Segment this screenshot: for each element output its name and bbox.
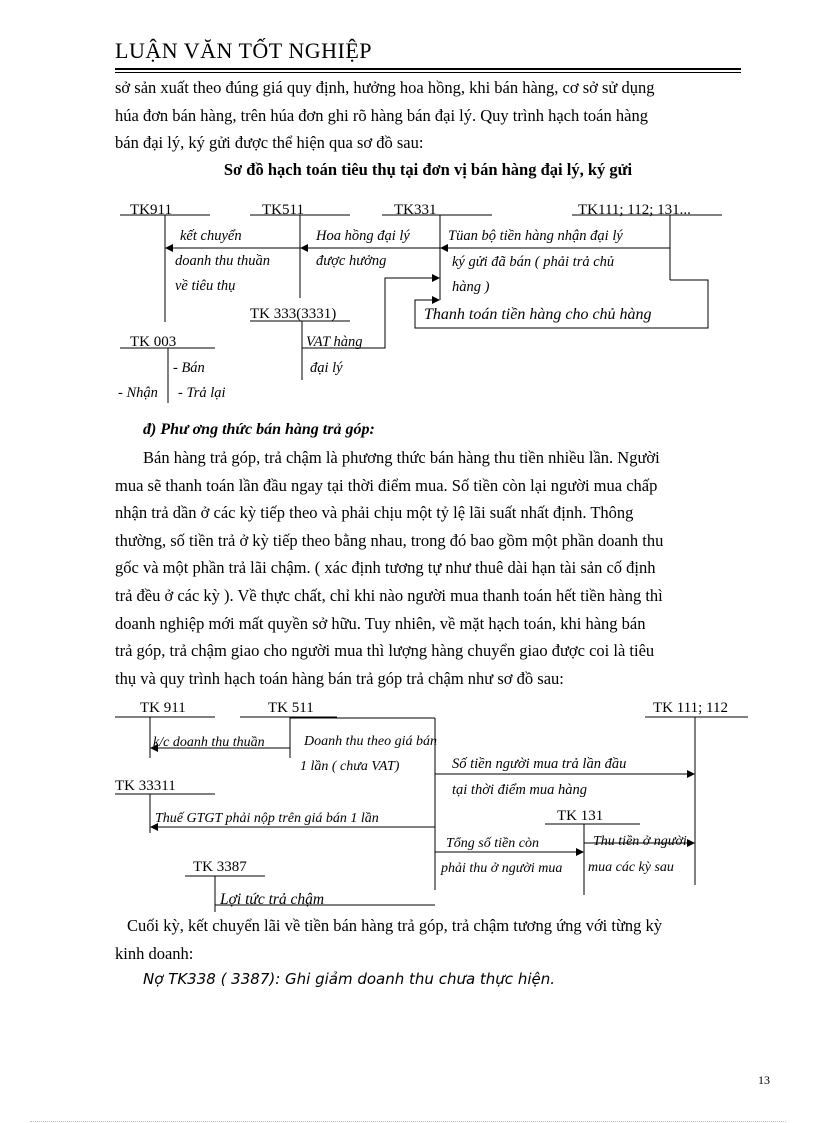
- text-line: trả đều ở các kỳ ). Về thực chất, chỉ khi nào người mua thanh toán hết tiền hàng thì: [115, 585, 663, 605]
- account-tk911: TK 911: [140, 700, 186, 716]
- label-toan-bo: ký gửi đã bán ( phải trả chủ: [452, 254, 615, 270]
- label-doanh-thu: Doanh thu theo giá bán: [304, 734, 437, 749]
- text-line: nhận trả dần ở các kỳ tiếp theo và phải chịu một tỷ lệ lãi suất nhất định. Thông: [115, 503, 634, 523]
- label-kc: k/c doanh thu thuần: [153, 735, 265, 750]
- text-line: thụ và quy trình hạch toán hàng bán trả góp trả chậm như sơ đồ sau:: [115, 668, 564, 688]
- account-tk111: TK111; 112; 131...: [578, 202, 691, 218]
- label-hoa-hong: được hưởng: [316, 253, 387, 269]
- label-so-tien: tại thời điểm mua hàng: [452, 782, 588, 798]
- page-header-title: LUẬN VĂN TỐT NGHIỆP: [115, 38, 372, 63]
- label-tra-lai: - Trả lại: [178, 385, 226, 401]
- label-doanh-thu: 1 lần ( chưa VAT): [300, 759, 400, 774]
- label-tong-so: phải thu ở người mua: [441, 861, 563, 876]
- text-line: Bán hàng trả góp, trả chậm là phương thức bán hàng thu tiền nhiều lần. Người: [143, 448, 660, 467]
- section-heading-d: đ) Phư ơng thức bán hàng trả góp:: [143, 421, 375, 438]
- text-line: Cuối kỳ, kết chuyển lãi về tiền bán hàng trả góp, trả chậm tương ứng với từng kỳ: [127, 916, 663, 935]
- account-tk003: TK 003: [130, 334, 177, 350]
- text-line: sở sản xuất theo đúng giá quy định, hưởng hoa hồng, khi bán hàng, cơ sở sử dụng: [115, 78, 655, 97]
- text-line: doanh nghiệp mới mất quyền sở hữu. Tuy nhiên, về mặt hạch toán, khi hàng bán: [115, 613, 646, 633]
- text-line: trả góp, trả chậm giao cho người mua thì lượng hàng chuyển giao được coi là tiêu: [115, 641, 655, 661]
- label-toan-bo: Tüan bộ tiền hàng nhận đại lý: [448, 228, 623, 244]
- text-line: mua sẽ thanh toán lần đầu ngay tại thời điểm mua. Số tiền còn lại người mua chấp: [115, 475, 658, 495]
- installment-paragraph: [115, 444, 743, 692]
- footer-dotted-line: [30, 1121, 786, 1122]
- text-line: bán đại lý, ký gửi được thể hiện qua sơ đồ sau:: [115, 133, 424, 153]
- label-vat: VAT hàng: [306, 334, 363, 350]
- text-line: húa đơn bán hàng, trên húa đơn ghi rõ hàng bán đại lý. Quy trình hạch toán hàng: [115, 105, 648, 125]
- label-thu-tien: mua các kỳ sau: [588, 860, 674, 875]
- account-tk331: TK331: [394, 202, 437, 218]
- label-vat: đại lý: [310, 360, 343, 376]
- label-nhan: - Nhận: [118, 385, 158, 401]
- account-tk511: TK511: [262, 202, 304, 218]
- account-tk33311: TK 33311: [115, 778, 176, 794]
- label-ket-chuyen: doanh thu thuần: [175, 253, 271, 269]
- account-tk131: TK 131: [557, 808, 604, 824]
- label-ket-chuyen: kết chuyển: [180, 228, 242, 244]
- account-tk111: TK 111; 112: [653, 700, 728, 716]
- label-ket-chuyen: về tiêu thụ: [175, 278, 236, 294]
- label-thue: Thuế GTGT phải nộp trên giá bán 1 lần: [155, 811, 379, 826]
- label-tong-so: Tổng số tiền còn: [446, 836, 539, 851]
- text-line: kinh doanh:: [115, 943, 194, 963]
- diagram1-title: Sơ đồ hạch toán tiêu thụ tại đơn vị bán hàng đại lý, ký gửi: [223, 160, 633, 179]
- label-thu-tien: Thu tiền ở người: [593, 834, 687, 849]
- label-loi-tuc: Lợi tức trả chậm: [220, 891, 325, 908]
- account-tk511: TK 511: [268, 700, 314, 716]
- label-hoa-hong: Hoa hồng đại lý: [316, 228, 410, 244]
- label-so-tien: Số tiền người mua trả lần đầu: [452, 756, 627, 772]
- diagram-agency-sales: [0, 0, 816, 420]
- account-tk3387: TK 3387: [193, 859, 247, 875]
- page-number: 13: [758, 1073, 770, 1087]
- journal-entry: Nợ TK338 ( 3387): Ghi giảm doanh thu chưa thực hiện.: [143, 970, 556, 988]
- account-tk333: TK 333(3331): [250, 306, 337, 322]
- text-line: thường, số tiền trả ở kỳ tiếp theo bằng nhau, trong đó bao gồm một phần doanh thu: [115, 530, 664, 550]
- account-tk911: TK911: [130, 202, 172, 218]
- label-ban: - Bán: [173, 360, 205, 376]
- label-thanh-toan: Thanh toán tiền hàng cho chủ hàng: [424, 306, 652, 323]
- label-toan-bo: hàng ): [452, 279, 490, 295]
- text-line: gốc và một phần trả lãi chậm. ( xác định tương tự như thuê dài hạn tài sản cố định: [115, 558, 656, 578]
- closing-paragraph: [115, 912, 743, 967]
- diagram-installment-sales: [0, 690, 816, 915]
